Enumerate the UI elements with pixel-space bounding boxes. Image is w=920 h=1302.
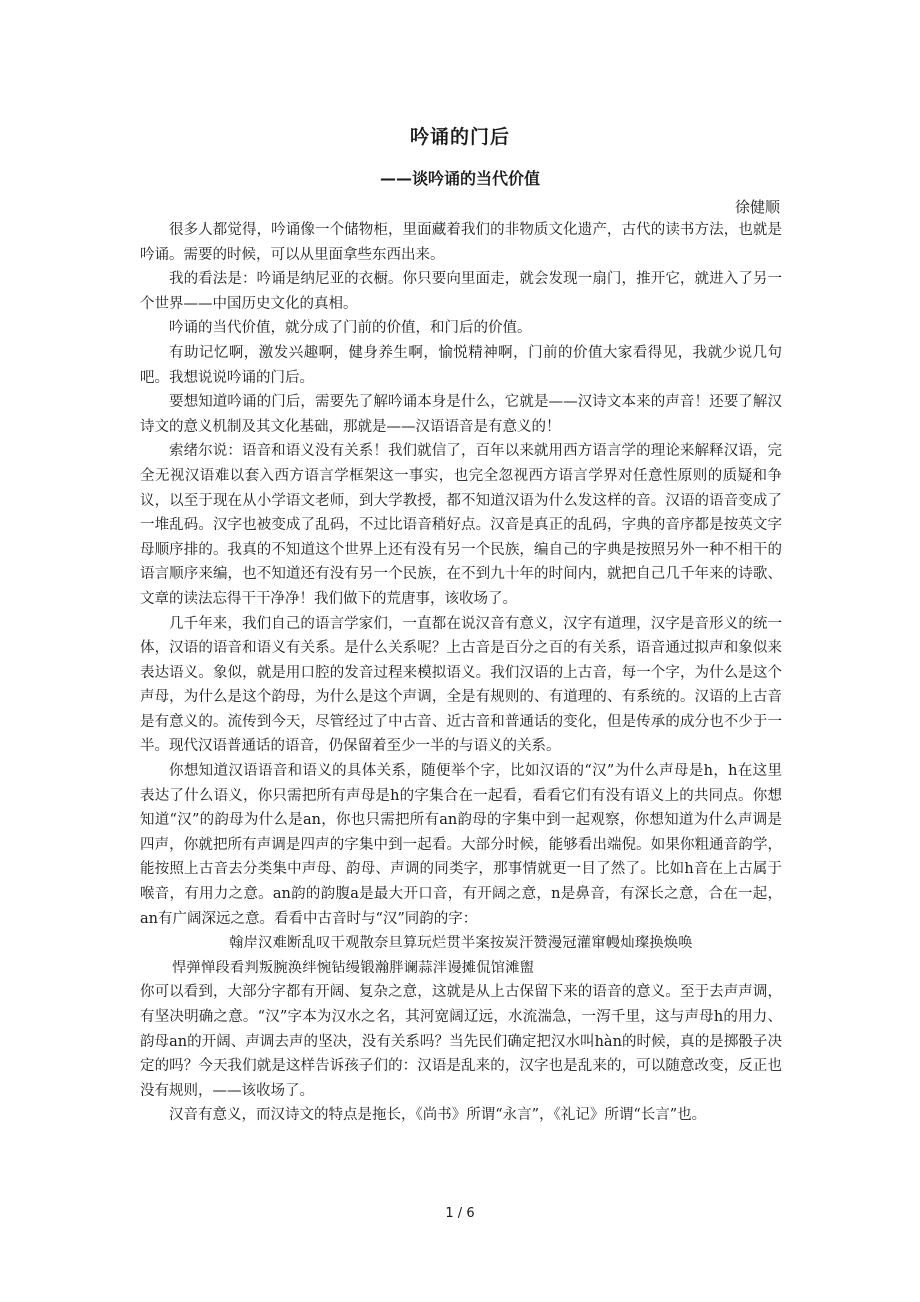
paragraph: 你想知道汉语语音和语义的具体关系，随便举个字，比如汉语的“汉”为什么声母是h，h在这里表达了什么语义，你只需把所有声母是h的字集合在一起看，看看它们有没有语义上的共同点。你想知道“汉”的韵母为什么是an，你也只需把所有an韵母的字集中到一起观察，你想知道为什么声调是四声，你就把所有声调是四声的字集中到一起看。大部分时候，能够看出端倪。如果你粗通音韵学，能按照上古音去分类集中声母、韵母、声调的同类字，那事情就更一目了然了。比如h音在上古属于喉音，有用力之意。an韵的韵腹a是最大开口音，有开阔之意，n是鼻音，有深长之意，合在一起，an有广阔深远之意。看看中古音时与“汉”同韵的字：	[140, 763, 782, 927]
paragraph: 你可以看到，大部分字都有开阔、复杂之意，这就是从上古保留下来的语音的意义。至于去声声调，有坚决明确之意。“汉”字本为汉水之名，其河宽阔辽远，水流湍急，一泻千里，这与声母h的用力、韵母an的开阔、声调去声的坚决，没有关系吗？当先民们确定把汉水叫hàn的时候，真的是掷骰子决定的吗？今天我们就是这样告诉孩子们的：汉语是乱来的，汉字也是乱来的，可以随意改变，反正也没有规则，——该收场了。	[140, 984, 782, 1099]
document-title: 吟诵的门后	[409, 126, 510, 148]
paragraph: 汉音有意义，而汉诗文的特点是拖长，《尚书》所谓“永言”，《礼记》所谓“长言”也。	[169, 1107, 707, 1124]
rhyme-characters-line-1: 翰岸汉难断乱叹干观散奈旦算玩烂贯半案按炭汗赞漫冠灌窜幔灿璨换焕唤	[229, 935, 693, 952]
document-body	[140, 218, 782, 1128]
paragraph: 很多人都觉得，吟诵像一个储物柜，里面藏着我们的非物质文化遗产，古代的读书方法，也就是吟诵。需要的时候，可以从里面拿些东西出来。	[140, 222, 782, 263]
paragraph: 有助记忆啊，激发兴趣啊，健身养生啊，愉悦精神啊，门前的价值大家看得见，我就少说几句吧。我想说说吟诵的门后。	[140, 344, 782, 386]
paragraph: 几千年来，我们自己的语言学家们，一直都在说汉音有意义，汉字有道理，汉字是音形义的统一体，汉语的语音和语义有关系。是什么关系呢？上古音是百分之百的有关系，语音通过拟声和象似来表达语义。象似，就是用口腔的发音过程来模拟语义。我们汉语的上古音，每一个字，为什么是这个声母，为什么是这个韵母，为什么是这个声调，全是有规则的、有道理的、有系统的。汉语的上古音是有意义的。流传到今天，尽管经过了中古音、近古音和普通话的变化，但是传承的成分也不少于一半。现代汉语普通话的语音，仍保留着至少一半的与语义的关系。	[140, 615, 782, 755]
document-subtitle: ——谈吟诵的当代价值	[379, 169, 540, 188]
page-number: 1 / 6	[445, 1206, 475, 1221]
paragraph: 吟诵的当代价值，就分成了门前的价值，和门后的价值。	[169, 320, 532, 337]
paragraph: 我的看法是：吟诵是纳尼亚的衣橱。你只要向里面走，就会发现一扇门，推开它，就进入了另一个世界——中国历史文化的真相。	[140, 271, 782, 312]
rhyme-characters-line-2: 悍弹惮段看判叛腕涣绊惋钻缦锻瀚胖谰蒜泮谩摊侃馆滩盥	[172, 959, 535, 976]
paragraph: 要想知道吟诵的门后，需要先了解吟诵本身是什么，它就是——汉诗文本来的声音！还要了解汉诗文的意义机制及其文化基础，那就是——汉语语音是有意义的！	[140, 394, 782, 435]
author-name: 徐健顺	[734, 198, 780, 216]
paragraph: 索绪尔说：语音和语义没有关系！我们就信了，百年以来就用西方语言学的理论来解释汉语，完全无视汉语难以套入西方语言学框架这一事实，也完全忽视西方语言学界对任意性原则的质疑和争议，以至于现在从小学语文老师，到大学教授，都不知道汉语为什么发这样的音。汉语的语音变成了一堆乱码。汉字也被变成了乱码，不过比语音稍好点。汉音是真正的乱码，字典的音序都是按英文字母顺序排的。我真的不知道这个世界上还有没有另一个民族，编自己的字典是按照另外一种不相干的语言顺序来编，也不知道还有没有另一个民族，在不到九十年的时间内，就把自己几千年来的诗歌、文章的读法忘得干干净净！我们做下的荒唐事，该收场了。	[140, 443, 782, 607]
